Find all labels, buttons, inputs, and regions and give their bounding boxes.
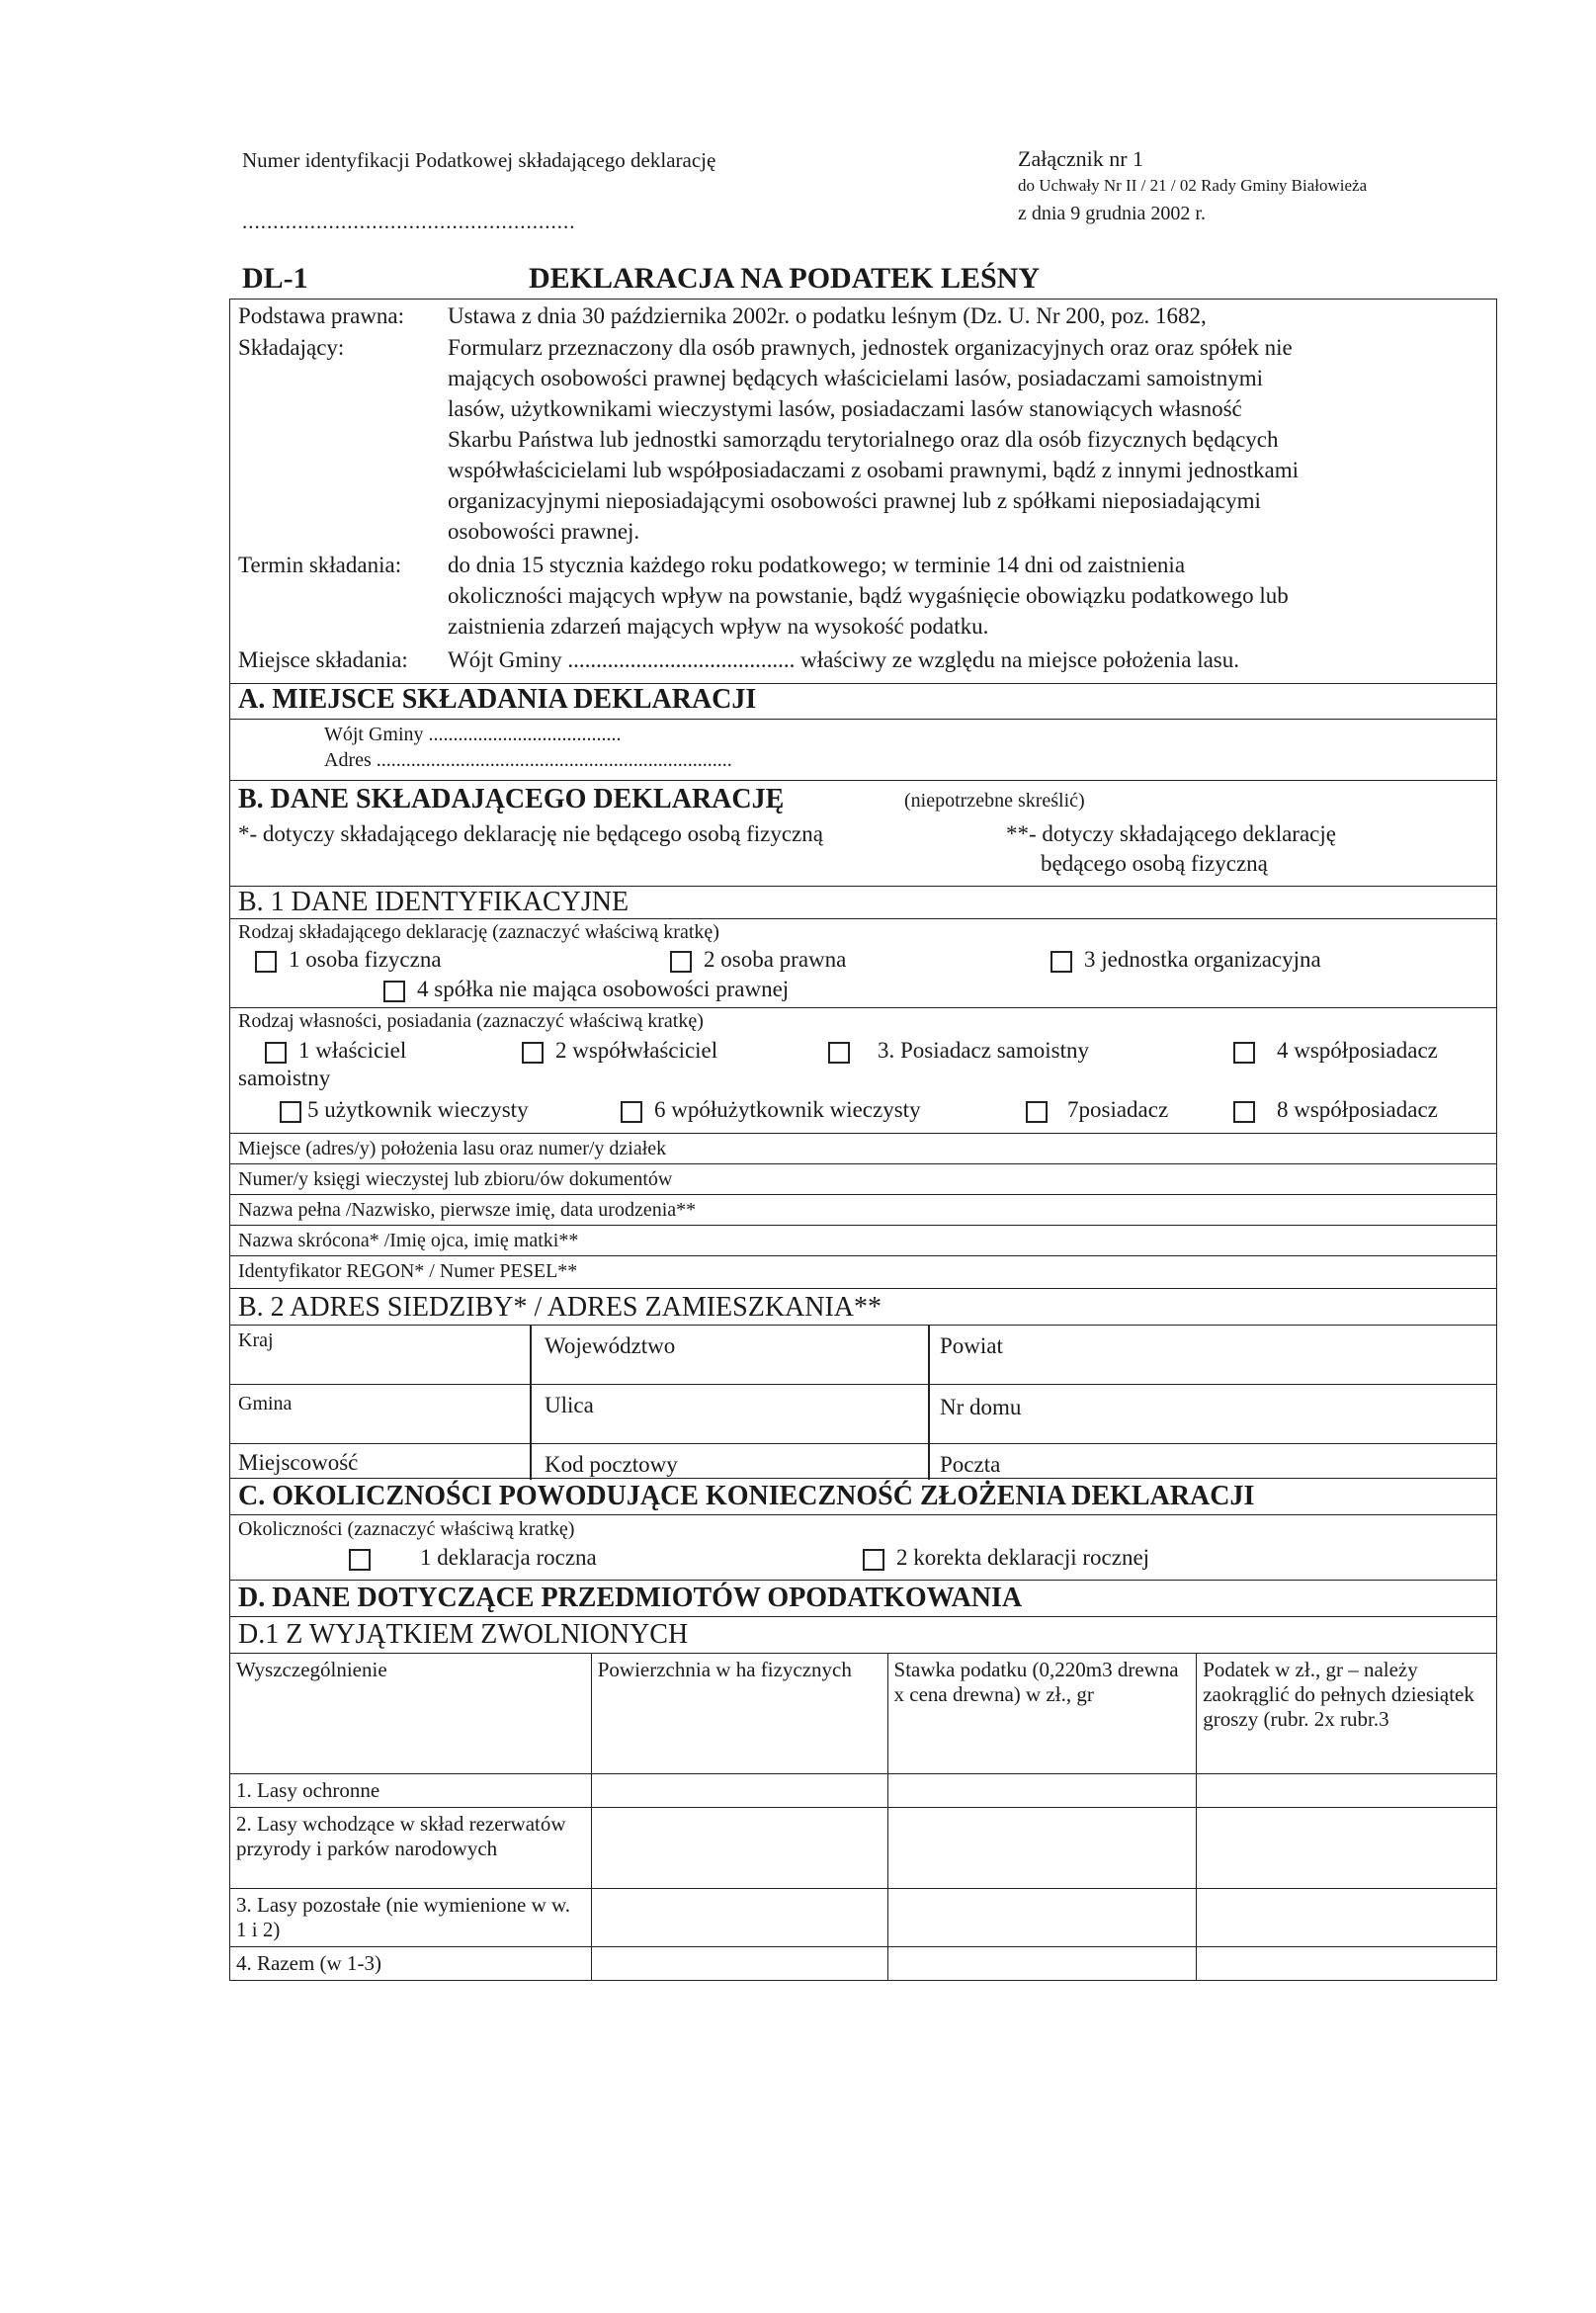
deadline-line: okoliczności mających wpływ na powstanie, bądź wygaśnięcie obowiązku podatkowego lub (448, 583, 1289, 608)
ownership-option[interactable]: 4 współposiadacz (1233, 1038, 1438, 1064)
ownership-option[interactable]: 8 współposiadacz (1233, 1097, 1438, 1123)
nip-field[interactable]: ...................................................... (242, 210, 576, 233)
deadline-label: Termin składania: (238, 553, 402, 577)
resolution-label: do Uchwały Nr II / 21 / 02 Rady Gminy Białowieża (1018, 176, 1368, 195)
filer-line: Formularz przeznaczony dla osób prawnych, jednostek organizacyjnych oraz oraz spółek nie (448, 335, 1293, 360)
rate-cell[interactable] (887, 1889, 1197, 1947)
postal-code-field[interactable]: Kod pocztowy (545, 1452, 678, 1477)
section-c-title: C. OKOLICZNOŚCI POWODUJĄCE KONIECZNOŚĆ ZŁOŻENIA DEKLARACJI (238, 1481, 1255, 1511)
row-label: 1. Lasy ochronne (230, 1774, 592, 1808)
row-label: 4. Razem (w 1-3) (230, 1947, 592, 1981)
header-cell: Stawka podatku (0,220m3 drewna x cena drewna) w zł., gr (887, 1654, 1197, 1774)
note-legal-person: *- dotyczy składającego deklarację nie będącego osobą fizyczną (238, 821, 823, 846)
section-a-title: A. MIEJSCE SKŁADANIA DEKLARACJI (238, 684, 757, 715)
id-row-land-register[interactable]: Numer/y księgi wieczystej lub zbioru/ów dokumentów (238, 1168, 673, 1190)
intro-box (229, 299, 1497, 684)
ownership-option[interactable]: 7posiadacz (1026, 1097, 1168, 1123)
checkbox[interactable] (670, 951, 692, 973)
rate-cell[interactable] (887, 1774, 1197, 1808)
county-field[interactable]: Powiat (940, 1333, 1003, 1358)
ownership-option[interactable]: 1 właściciel (265, 1038, 406, 1064)
deadline-line: zaistnienia zdarzeń mających wpływ na wysokość podatku. (448, 614, 989, 639)
place-label: Miejsce składania: (238, 647, 408, 672)
checkbox[interactable] (255, 951, 277, 973)
ownership-option-cont: samoistny (238, 1066, 331, 1090)
town-field[interactable]: Miejscowość (238, 1450, 359, 1475)
section-b-note: (niepotrzebne skreślić) (904, 790, 1085, 812)
ownership-option[interactable]: 5 użytkownik wieczysty (280, 1097, 529, 1123)
id-row-location[interactable]: Miejsce (adres/y) położenia lasu oraz numer/y działek (238, 1138, 667, 1159)
nip-label: Numer identyfikacji Podatkowej składającego deklarację (242, 148, 716, 172)
row-label: 2. Lasy wchodzące w skład rezerwatów przyrody i parków narodowych (230, 1808, 592, 1889)
filer-type-label: Rodzaj składającego deklarację (zaznaczyć właściwą kratkę) (238, 921, 719, 943)
checkbox[interactable] (349, 1549, 371, 1571)
address-field[interactable]: Adres ........................................................................ (324, 749, 732, 771)
section-b-title: B. DANE SKŁADAJĄCEGO DEKLARACJĘ (238, 784, 785, 814)
wojt-field[interactable]: Wójt Gminy ....................................... (324, 724, 622, 745)
filer-type-option[interactable]: 2 osoba prawna (670, 947, 846, 973)
basis-label: Podstawa prawna: (238, 303, 404, 328)
filer-line: mających osobowości prawnej będących właścicielami lasów, posiadaczami samoistnymi (448, 366, 1263, 390)
filer-line: lasów, użytkownikami wieczystymi lasów, posiadaczami lasów stanowiących własność (448, 396, 1242, 421)
checkbox[interactable] (522, 1042, 544, 1064)
section-d-title: D. DANE DOTYCZĄCE PRZEDMIOTÓW OPODATKOWANIA (238, 1583, 1023, 1613)
note-natural-person-2: będącego osobą fizyczną (1041, 851, 1268, 876)
filer-type-option[interactable]: 4 spółka nie mająca osobowości prawnej (383, 977, 789, 1002)
area-cell[interactable] (591, 1947, 887, 1981)
row-label: 3. Lasy pozostałe (nie wymienione w w. 1 i 2) (230, 1889, 592, 1947)
tax-cell[interactable] (1197, 1889, 1497, 1947)
checkbox[interactable] (621, 1101, 642, 1123)
header-cell: Wyszczególnienie (230, 1654, 592, 1774)
note-natural-person: **- dotyczy składającego deklarację (1006, 821, 1336, 846)
ownership-label: Rodzaj własności, posiadania (zaznaczyć właściwą kratkę) (238, 1010, 704, 1032)
filer-label: Składający: (238, 335, 345, 360)
section-b2 (229, 1288, 1497, 1479)
id-row-regon-pesel[interactable]: Identyfikator REGON* / Numer PESEL** (238, 1260, 578, 1282)
voivodeship-field[interactable]: Województwo (545, 1333, 676, 1358)
d1-title: D.1 Z WYJĄTKIEM ZWOLNIONYCH (238, 1619, 689, 1650)
rate-cell[interactable] (887, 1808, 1197, 1889)
checkbox[interactable] (383, 981, 405, 1002)
deadline-line: do dnia 15 stycznia każdego roku podatkowego; w terminie 14 dni od zaistnienia (448, 553, 1186, 577)
rate-cell[interactable] (887, 1947, 1197, 1981)
checkbox[interactable] (1050, 951, 1072, 973)
date-label: z dnia 9 grudnia 2002 r. (1018, 203, 1206, 224)
checkbox[interactable] (863, 1549, 884, 1571)
form-code: DL-1 (242, 262, 308, 295)
ownership-option[interactable]: 6 wpółużytkownik wieczysty (621, 1097, 921, 1123)
checkbox[interactable] (1026, 1101, 1048, 1123)
header-cell: Powierzchnia w ha fizycznych (591, 1654, 887, 1774)
post-office-field[interactable]: Poczta (940, 1452, 1001, 1477)
tax-table (229, 1653, 1497, 1981)
street-field[interactable]: Ulica (545, 1393, 594, 1417)
section-c (229, 1478, 1497, 1581)
circumstances-label: Okoliczności (zaznaczyć właściwą kratkę) (238, 1518, 575, 1540)
filer-line: współwłaścicielami lub współposiadaczami z osobami prawnymi, bądź z innymi jednostkami (448, 458, 1300, 482)
checkbox[interactable] (1233, 1101, 1255, 1123)
house-number-field[interactable]: Nr domu (940, 1395, 1022, 1419)
section-b1 (229, 886, 1497, 1289)
checkbox[interactable] (265, 1042, 287, 1064)
attachment-label: Załącznik nr 1 (1018, 146, 1144, 171)
page-title: DEKLARACJA NA PODATEK LEŚNY (529, 262, 1041, 295)
commune-field[interactable]: Gmina (238, 1393, 293, 1414)
basis-text: Ustawa z dnia 30 października 2002r. o podatku leśnym (Dz. U. Nr 200, poz. 1682, (448, 303, 1207, 328)
checkbox[interactable] (828, 1042, 850, 1064)
tax-cell[interactable] (1197, 1774, 1497, 1808)
ownership-option[interactable]: 3. Posiadacz samoistny (828, 1038, 1089, 1064)
place-text: Wójt Gminy ........................................ właściwy ze względu na miejsce położenia lasu. (448, 647, 1239, 672)
section-a (229, 682, 1497, 781)
id-row-short-name[interactable]: Nazwa skrócona* /Imię ojca, imię matki** (238, 1230, 579, 1251)
b1-title: B. 1 DANE IDENTYFIKACYJNE (238, 887, 630, 917)
filer-line: Skarbu Państwa lub jednostki samorządu terytorialnego oraz dla osób fizycznych będących (448, 427, 1279, 452)
area-cell[interactable] (591, 1808, 887, 1889)
correction-option[interactable]: 2 korekta deklaracji rocznej (863, 1545, 1149, 1571)
checkbox[interactable] (1233, 1042, 1255, 1064)
filer-line: organizacyjnymi nieposiadającymi osobowości prawnej lub z spółkami nieposiadającymi (448, 488, 1261, 513)
filer-line: osobowości prawnej. (448, 519, 640, 544)
ownership-option[interactable]: 2 współwłaściciel (522, 1038, 717, 1064)
area-cell[interactable] (591, 1889, 887, 1947)
tax-cell[interactable] (1197, 1808, 1497, 1889)
section-d (229, 1580, 1497, 1653)
country-field[interactable]: Kraj (238, 1329, 274, 1351)
id-row-full-name[interactable]: Nazwa pełna /Nazwisko, pierwsze imię, data urodzenia** (238, 1199, 697, 1221)
annual-declaration-option[interactable]: 1 deklaracja roczna (349, 1545, 597, 1571)
tax-cell[interactable] (1197, 1947, 1497, 1981)
filer-type-option[interactable]: 1 osoba fizyczna (255, 947, 442, 973)
b2-title: B. 2 ADRES SIEDZIBY* / ADRES ZAMIESZKANIA** (238, 1292, 882, 1323)
area-cell[interactable] (591, 1774, 887, 1808)
header-cell: Podatek w zł., gr – należy zaokrąglić do pełnych dziesiątek groszy (rubr. 2x rubr.3 (1197, 1654, 1497, 1774)
section-b-header (229, 780, 1497, 887)
checkbox[interactable] (280, 1101, 301, 1123)
filer-type-option[interactable]: 3 jednostka organizacyjna (1050, 947, 1321, 973)
